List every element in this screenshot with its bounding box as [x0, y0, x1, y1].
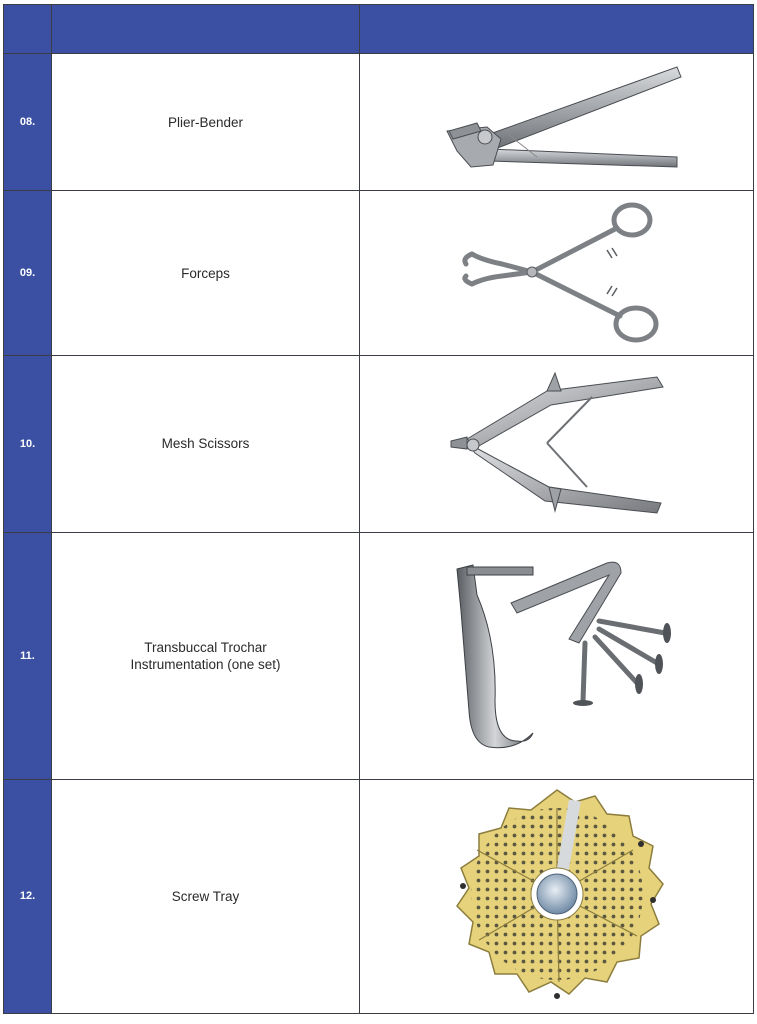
- row-number: 12.: [4, 779, 52, 1013]
- forceps-icon: [442, 198, 672, 348]
- table-row: [4, 191, 754, 356]
- instrument-name-line: Transbuccal Trochar: [144, 639, 267, 655]
- instrument-name: Screw Tray: [52, 779, 360, 1013]
- instrument-name: [52, 532, 360, 779]
- instrument-name: Mesh Scissors: [52, 356, 360, 532]
- header-cell-name: [52, 5, 360, 54]
- instrument-image-cell: [360, 191, 754, 356]
- instrument-image-cell: [360, 356, 754, 532]
- table-row: [4, 532, 754, 779]
- row-number: 11.: [4, 532, 52, 779]
- instrument-name-line: Instrumentation (one set): [130, 656, 281, 672]
- mesh-scissors-icon: [437, 369, 677, 519]
- plier-bender-icon: [427, 57, 687, 187]
- instrument-image-cell: [360, 532, 754, 779]
- screw-tray-icon: [447, 786, 667, 1006]
- instrument-name: Forceps: [52, 191, 360, 356]
- instrument-image-cell: [360, 54, 754, 191]
- table-header-row: [4, 5, 754, 54]
- row-number: 09.: [4, 191, 52, 356]
- header-cell-image: [360, 5, 754, 54]
- trochar-set-icon: [437, 551, 677, 761]
- table-row: [4, 779, 754, 1013]
- table-row: [4, 54, 754, 191]
- row-number: 08.: [4, 54, 52, 191]
- row-number: 10.: [4, 356, 52, 532]
- instrument-image-cell: [360, 779, 754, 1013]
- instrument-name: Plier-Bender: [52, 54, 360, 191]
- header-cell-number: [4, 5, 52, 54]
- table-row: [4, 356, 754, 532]
- instrument-table: [3, 4, 754, 1014]
